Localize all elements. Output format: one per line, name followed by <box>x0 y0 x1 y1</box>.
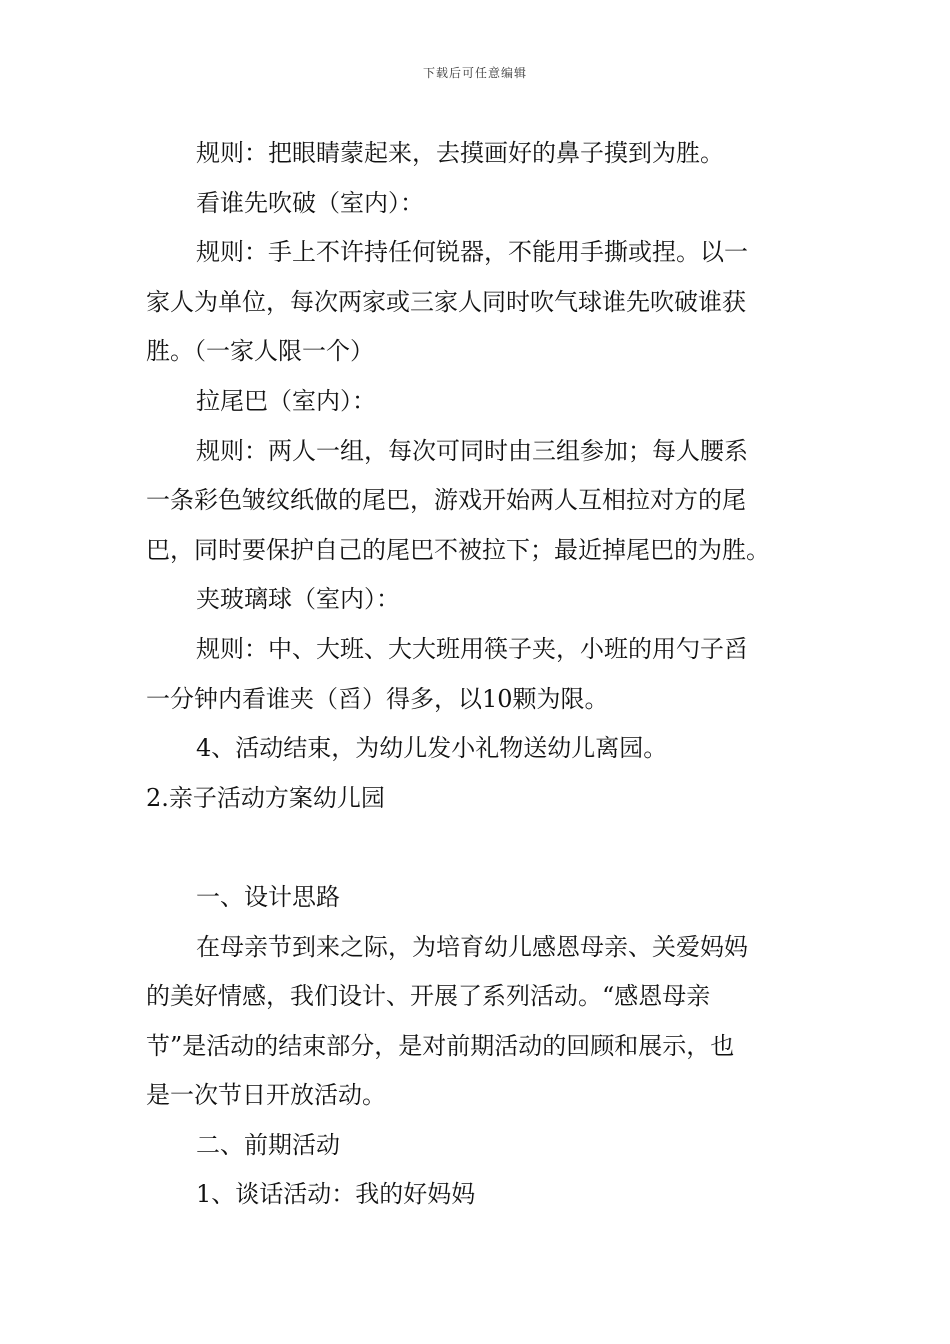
paragraph-line: 的美好情感，我们设计、开展了系列活动。“感恩母亲 <box>146 982 711 1011</box>
paragraph-line: 一分钟内看谁夹（舀）得多，以10颗为限。 <box>146 684 609 713</box>
blank-line <box>146 823 810 873</box>
paragraph-line: 规则：中、大班、大大班用筷子夹，小班的用勺子舀 <box>196 634 748 663</box>
section-heading: 二、前期活动 <box>196 1130 340 1159</box>
document-title: 2.亲子活动方案幼儿园 <box>146 783 385 812</box>
paragraph-line: 一条彩色皱纹纸做的尾巴，游戏开始两人互相拉对方的尾 <box>146 486 746 515</box>
section-heading: 看谁先吹破（室内）： <box>196 188 424 217</box>
paragraph-line: 巴，同时要保护自己的尾巴不被拉下；最近掉尾巴的为胜。 <box>146 535 770 564</box>
paragraph-line: 胜。（一家人限一个） <box>146 337 374 366</box>
section-heading: 拉尾巴（室内）： <box>196 386 376 415</box>
document-body <box>146 129 810 1220</box>
section-heading: 一、设计思路 <box>196 882 340 911</box>
paragraph-line: 4、活动结束，为幼儿发小礼物送幼儿离园。 <box>196 734 668 763</box>
paragraph-line: 规则：手上不许持任何锐器，不能用手撕或捏。以一 <box>196 238 748 267</box>
paragraph-line: 1、谈话活动：我的好妈妈 <box>196 1180 476 1209</box>
paragraph-line: 节”是活动的结束部分，是对前期活动的回顾和展示，也 <box>146 1031 735 1060</box>
section-heading: 夹玻璃球（室内）： <box>196 585 400 614</box>
page-header: 下载后可任意编辑 <box>422 66 527 80</box>
paragraph-line: 是一次节日开放活动。 <box>146 1081 386 1110</box>
paragraph-line: 在母亲节到来之际，为培育幼儿感恩母亲、关爱妈妈 <box>196 932 748 961</box>
paragraph-line: 规则：把眼睛蒙起来，去摸画好的鼻子摸到为胜。 <box>196 139 724 167</box>
paragraph-line: 家人为单位，每次两家或三家人同时吹气球谁先吹破谁获 <box>146 287 746 316</box>
paragraph-line: 规则：两人一组，每次可同时由三组参加；每人腰系 <box>196 436 748 465</box>
